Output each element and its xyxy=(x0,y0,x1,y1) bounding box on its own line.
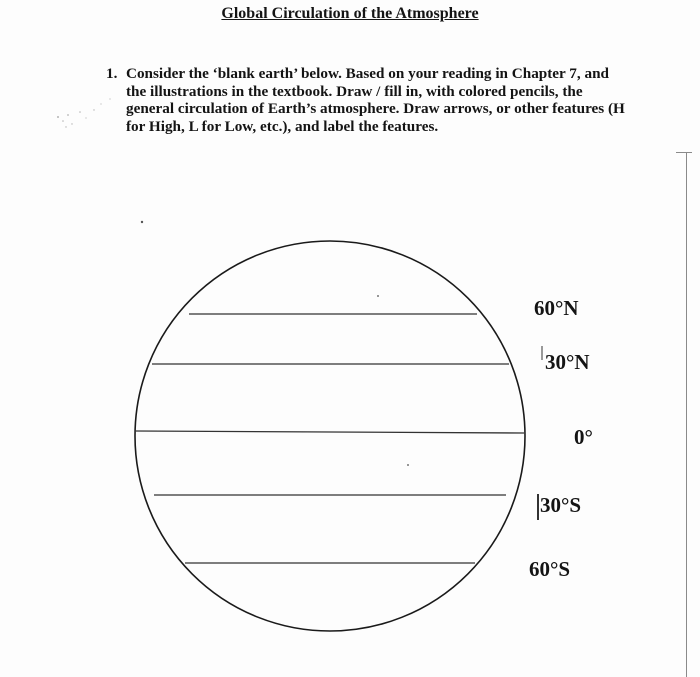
question-line: the illustrations in the textbook. Draw / fill in, with colored pencils, the xyxy=(126,82,583,100)
scan-smudge xyxy=(57,98,111,127)
earth-outline xyxy=(135,241,525,631)
stray-dot xyxy=(377,295,379,297)
latitude-label-60n: 60°N xyxy=(534,296,579,320)
latitude-label-30n: 30°N xyxy=(545,350,590,374)
latitude-line-equator xyxy=(136,431,524,433)
stray-dot xyxy=(407,464,409,466)
question-line: general circulation of Earth’s atmosphere. Draw arrows, or other features (H xyxy=(126,100,625,117)
question-line: Consider the ‘blank earth’ below. Based on your reading in Chapter 7, and xyxy=(126,65,609,82)
latitude-label-60s: 60°S xyxy=(529,557,571,581)
stray-dot xyxy=(141,221,143,223)
label-mark xyxy=(537,494,539,520)
latitude-label-equator: 0° xyxy=(574,425,593,449)
page-title: Global Circulation of the Atmosphere xyxy=(221,5,479,22)
question-number: 1. xyxy=(106,65,118,82)
label-mark xyxy=(541,346,543,360)
question-line: for High, L for Low, etc.), and label the features. xyxy=(126,117,439,135)
latitude-label-30s: 30°S xyxy=(540,493,582,517)
